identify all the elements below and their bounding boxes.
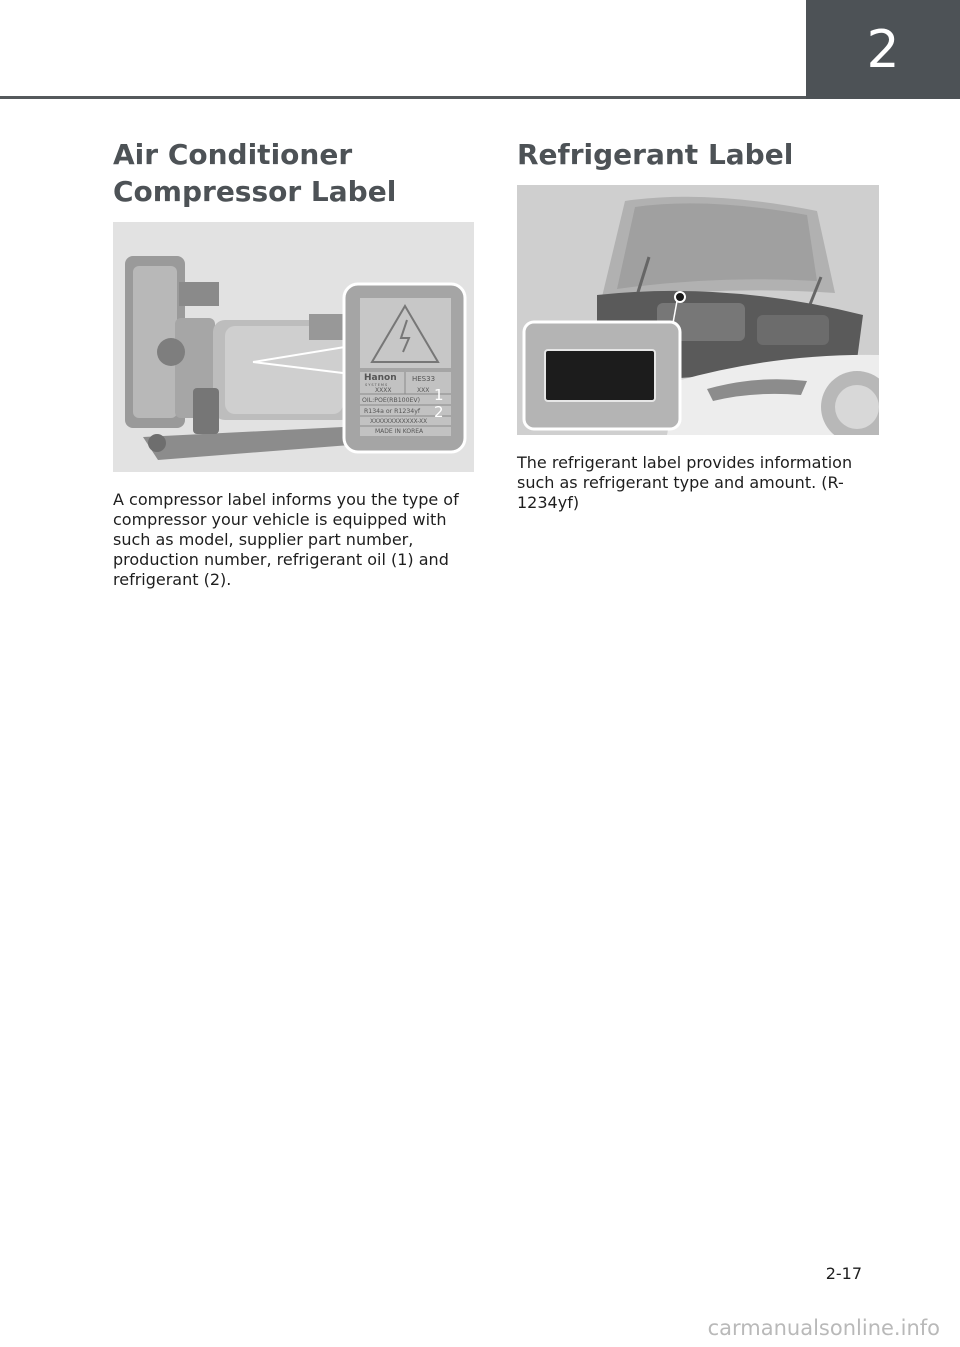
label-code1: HES33 bbox=[412, 375, 436, 383]
compressor-label-title: Air Conditioner Compressor Label bbox=[113, 138, 397, 208]
label-origin: MADE IN KOREA bbox=[375, 428, 424, 435]
label-code2b: XXX bbox=[417, 387, 430, 394]
compressor-body-text: A compressor label informs you the type of compressor your vehicle is equipped with such as model, supplier part number, production number, refrigerant oil (1) and refrigerant (2). bbox=[113, 490, 459, 589]
watermark: carmanualsonline.info bbox=[707, 1316, 940, 1340]
engine-bay-illustration bbox=[517, 185, 879, 435]
refrigerant-body-text: The refrigerant label provides information such as refrigerant type and amount. (R-1234yf) bbox=[517, 453, 853, 512]
callout-2: 2 bbox=[434, 403, 444, 421]
label-code2a: XXXX bbox=[375, 387, 392, 394]
compressor-illustration bbox=[113, 222, 474, 472]
page-number: 2-17 bbox=[825, 1264, 862, 1283]
label-refrigerant: R134a or R1234yf bbox=[364, 408, 421, 415]
label-brand: Hanon bbox=[364, 373, 397, 383]
refrigerant-label-title: Refrigerant Label bbox=[517, 138, 794, 171]
chapter-tab bbox=[806, 0, 960, 99]
header-rule bbox=[0, 96, 806, 99]
label-brand-sub: SYSTEMS bbox=[365, 383, 389, 387]
chapter-number: 2 bbox=[866, 19, 900, 80]
callout-1: 1 bbox=[434, 386, 444, 404]
label-serial: XXXXXXXXXXXX-XX bbox=[370, 419, 428, 425]
label-oil: OIL:POE(RB100EV) bbox=[362, 397, 421, 404]
